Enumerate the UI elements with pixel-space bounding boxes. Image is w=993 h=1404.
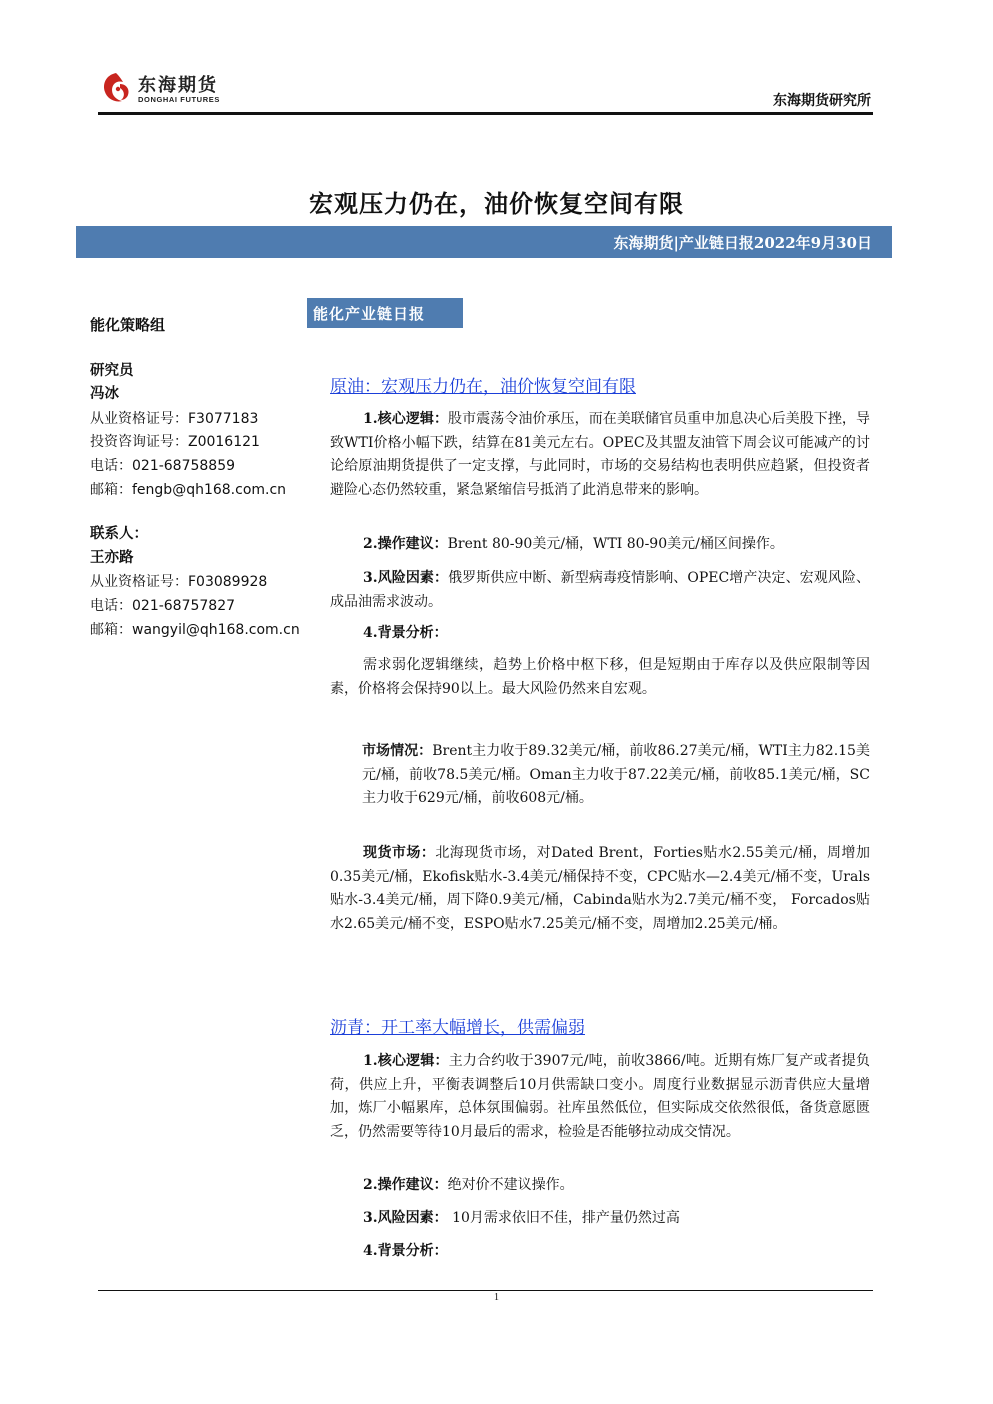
- oil-market: [362, 740, 870, 811]
- contact-name: 王亦路: [90, 549, 134, 566]
- researcher-label: 研究员: [90, 362, 134, 379]
- crude-oil-section-title[interactable]: 原油：宏观压力仍在，油价恢复空间有限: [330, 377, 636, 397]
- oil-spot-text: 北海现货市场，对Dated Brent，Forties贴水2.55美元/桶，周增加0.35美元/桶，Ekofisk贴水-3.4美元/桶保持不变，CPC贴水—2.4美元/桶不变，Urals贴水-3.4美元/桶，周下降0.9美元/桶，Cabinda贴水为2.7美元/桶不变， Forcados贴水2.65美元/桶不变，ESPO贴水7.25美元/桶不变，周增加2.25美元/桶。: [330, 845, 870, 932]
- logo-chinese-text: 东海期货: [138, 75, 218, 96]
- oil-market-label: 市场情况：: [362, 743, 433, 759]
- researcher-email[interactable]: 邮箱：fengb@qh168.com.cn: [90, 482, 287, 498]
- dragon-logo-icon: [98, 70, 134, 106]
- asphalt-suggestion: [330, 1174, 870, 1198]
- footer-divider: [98, 1290, 873, 1291]
- institute-name: 东海期货研究所: [773, 93, 871, 109]
- oil-risk: [330, 567, 870, 614]
- team-name: 能化策略组: [90, 316, 166, 334]
- banner-text: 东海期货|产业链日报2022年9月30日: [613, 234, 872, 252]
- researcher-cert: 从业资格证号：F3077183: [90, 411, 259, 427]
- asphalt-core-logic-label: 1.核心逻辑：: [363, 1053, 449, 1069]
- researcher-phone: 电话：021-68758859: [90, 458, 236, 474]
- contact-label: 联系人：: [90, 525, 148, 542]
- contact-cert: 从业资格证号：F03089928: [90, 574, 268, 590]
- asphalt-background-label-text: 4.背景分析：: [363, 1243, 448, 1259]
- asphalt-core-logic: [330, 1050, 870, 1144]
- page-number: 1: [494, 1292, 499, 1303]
- researcher-consult-cert: 投资咨询证号：Z0016121: [90, 434, 260, 450]
- section-tag: [307, 298, 463, 328]
- oil-market-text: Brent主力收于89.32美元/桶，前收86.27美元/桶，WTI主力82.15美元/桶，前收78.5美元/桶。Oman主力收于87.22美元/桶，前收85.1美元/桶，SC主力收于629元/桶，前收608元/桶。: [362, 743, 871, 806]
- contact-phone: 电话：021-68757827: [90, 598, 236, 614]
- header-divider: [98, 112, 873, 115]
- logo-english-text: DONGHAI FUTURES: [138, 95, 220, 104]
- oil-spot-label: 现货市场：: [363, 845, 436, 861]
- company-logo: [98, 68, 228, 108]
- oil-background-label-text: 4.背景分析：: [363, 625, 448, 641]
- asphalt-section-title[interactable]: 沥青：开工率大幅增长，供需偏弱: [330, 1018, 585, 1038]
- asphalt-risk: [330, 1207, 870, 1231]
- oil-suggestion-label: 2.操作建议：: [363, 536, 448, 552]
- asphalt-core-logic-text: 主力合约收于3907元/吨，前收3866/吨。近期有炼厂复产或者提负荷，供应上升，平衡表调整后10月供需缺口变小。周度行业数据显示沥青供应大量增加，炼厂小幅累库，总体氛围偏弱。社库虽然低位，但实际成交依然很低，备货意愿匮乏，仍然需要等待10月最后的需求，检验是否能够拉动成交情况。: [330, 1053, 870, 1140]
- report-title: 宏观压力仍在，油价恢复空间有限: [309, 189, 684, 218]
- oil-background-label: [363, 622, 448, 646]
- asphalt-suggestion-label: 2.操作建议：: [363, 1177, 448, 1193]
- oil-core-logic: [330, 408, 870, 502]
- oil-risk-text: 俄罗斯供应中断、新型病毒疫情影响、OPEC增产决定、宏观风险、成品油需求波动。: [330, 570, 870, 610]
- oil-background-text: 需求弱化逻辑继续，趋势上价格中枢下移，但是短期由于库存以及供应限制等因素，价格将会保持90以上。最大风险仍然来自宏观。: [330, 657, 870, 697]
- researcher-name: 冯冰: [90, 385, 119, 402]
- asphalt-suggestion-text: 绝对价不建议操作。: [447, 1177, 574, 1193]
- oil-suggestion: [330, 533, 870, 557]
- oil-suggestion-text: Brent 80-90美元/桶，WTI 80-90美元/桶区间操作。: [447, 536, 784, 552]
- asphalt-background-label: [363, 1240, 448, 1264]
- oil-core-logic-label: 1.核心逻辑：: [363, 411, 449, 427]
- oil-core-logic-text: 股市震荡令油价承压，而在美联储官员重申加息决心后美股下挫，导致WTI价格小幅下跌，结算在81美元左右。OPEC及其盟友油管下周会议可能减产的讨论给原油期货提供了一定支撑，与此同时，市场的交易结构也表明供应趋紧，但投资者避险心态仍然较重，紧急紧缩信号抵消了此消息带来的影响。: [330, 411, 870, 498]
- oil-risk-label: 3.风险因素：: [363, 570, 449, 586]
- report-banner: [76, 226, 892, 258]
- asphalt-risk-text: 10月需求依旧不佳，排产量仍然过高: [447, 1210, 680, 1226]
- asphalt-risk-label: 3.风险因素：: [363, 1210, 448, 1226]
- contact-email[interactable]: 邮箱：wangyil@qh168.com.cn: [90, 622, 300, 638]
- oil-spot: [330, 842, 870, 936]
- section-tag-label: 能化产业链日报: [313, 305, 426, 323]
